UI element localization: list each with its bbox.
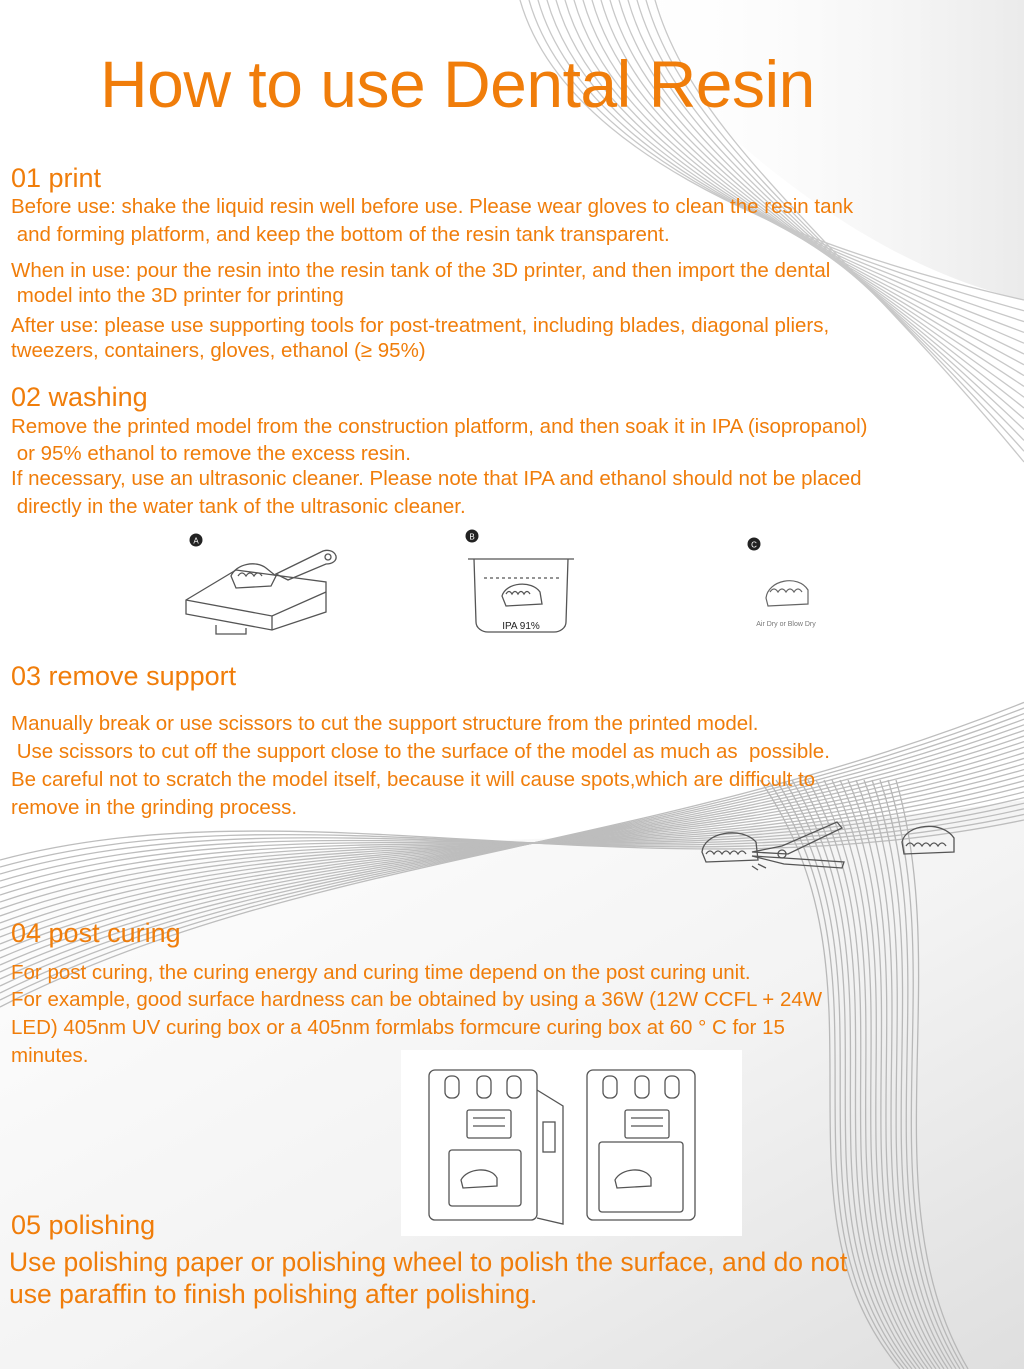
section-heading-polishing: 05 polishing [11, 1210, 156, 1240]
print-before-use-paragraph: Before use: shake the liquid resin well before use. Please wear gloves to clean the resin tank and forming platform, and keep the bottom of the resin tank transparent. [11, 195, 854, 246]
section-heading-post-curing: 04 post curing [11, 918, 181, 948]
figure-b-badge-label: B [469, 532, 475, 542]
print-after-use-paragraph: After use: please use supporting tools for post-treatment, including blades, diagonal pliers, tweezers, containers, gloves, ethanol (≥ 95%) [11, 314, 830, 362]
section-heading-print: 01 print [11, 163, 102, 193]
ipa-caption: IPA 91% [502, 621, 540, 632]
remove-support-paragraph: Manually break or use scissors to cut the support structure from the printed model. Use scissors to cut off the support close to the surface of the model as much as possible. Be careful not to scratch the model itself, because it will cause spots,which are difficult to remove in the grinding process. [11, 712, 830, 819]
figure-c-badge-label: C [751, 540, 757, 550]
washing-ultrasonic-paragraph: If necessary, use an ultrasonic cleaner. Please note that IPA and ethanol should not be placed directly in the water tank of the ultrasonic cleaner. [11, 467, 862, 518]
section-heading-washing: 02 washing [11, 382, 148, 412]
pliers-cutting-illustration [692, 812, 972, 876]
page-title: How to use Dental Resin [100, 47, 815, 121]
washing-remove-paragraph: Remove the printed model from the construction platform, and then soak it in IPA (isopropanol) or 95% ethanol to remove the excess resin. [11, 415, 868, 465]
post-curing-paragraph: For post curing, the curing energy and curing time depend on the post curing unit. For example, good surface hardness can be obtained by using a 36W (12W CCFL + 24W LED) 405nm UV curing box or a 405nm formlabs formcure curing box at 60 ° C for 15 minutes. [11, 961, 823, 1067]
figure-a-badge-label: A [193, 536, 199, 546]
curing-box-illustration [401, 1050, 742, 1236]
section-heading-remove-support: 03 remove support [11, 661, 237, 691]
print-in-use-paragraph: When in use: pour the resin into the resin tank of the 3D printer, and then import the dental model into the 3D printer for printing [11, 259, 831, 307]
polishing-paragraph: Use polishing paper or polishing wheel to polish the surface, and do not use paraffin to finish polishing after polishing. [9, 1247, 848, 1309]
air-dry-caption: Air Dry or Blow Dry [756, 621, 816, 628]
air-dry-illustration [742, 532, 852, 632]
ipa-bath-illustration [462, 526, 582, 638]
resin-tank-illustration [176, 530, 346, 642]
